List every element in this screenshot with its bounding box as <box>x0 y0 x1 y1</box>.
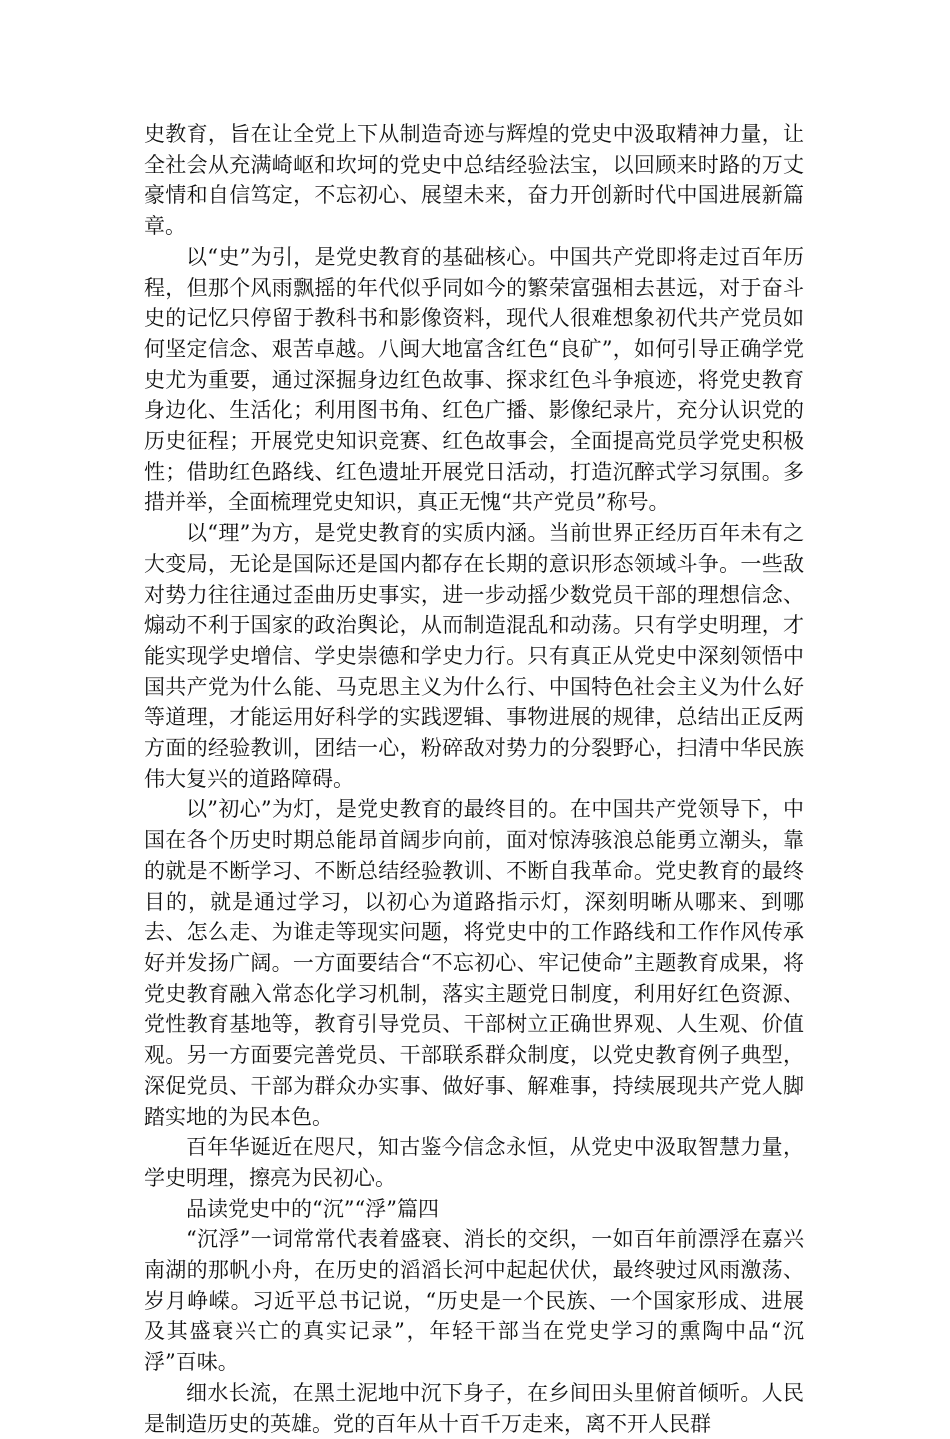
paragraph-ups-and-downs: “沉浮”一词常常代表着盛衰、消长的交织，一如百年前漂浮在嘉兴南湖的那帆小舟，在历史的滔滔长河中起起伏伏，最终驶过风雨激荡、岁月峥嵘。习近平总书记说，“历史是一个民族、一个国家形成、进展及其盛衰兴亡的真实记录”，年轻干部当在党史学习的熏陶中品“沉浮”百味。 <box>144 1227 804 1375</box>
paragraph-centenary: 百年华诞近在咫尺，知古鉴今信念永恒，从党史中汲取智慧力量，学史明理，擦亮为民初心。 <box>144 1135 804 1190</box>
paragraph-continuation: 史教育，旨在让全党上下从制造奇迹与辉煌的党史中汲取精神力量，让全社会从充满崎岖和坎坷的党史中总结经验法宝，以回顾来时路的万丈豪情和自信笃定，不忘初心、展望未来，奋力开创新时代中国进展新篇章。 <box>144 122 804 239</box>
document-page <box>144 119 804 1439</box>
paragraph-original-aspiration: 以”初心”为灯，是党史教育的最终目的。在中国共产党领导下，中国在各个历史时期总能昂首阔步向前，面对惊涛骇浪总能勇立潮头，靠的就是不断学习、不断总结经验教训、不断自我革命。党史教育的最终目的，就是通过学习，以初心为道路指示灯，深刻明晰从哪来、到哪去、怎么走、为谁走等现实问题，将党史中的工作路线和工作作风传承好并发扬广阔。一方面要结合“不忘初心、牢记使命”主题教育成果，将党史教育融入常态化学习机制，落实主题党日制度，利用好红色资源、党性教育基地等，教育引导党员、干部树立正确世界观、人生观、价值观。另一方面要完善党员、干部联系群众制度，以党史教育例子典型，深促党员、干部为群众办实事、做好事、解难事，持续展现共产党人脚踏实地的为民本色。 <box>144 797 804 1129</box>
paragraph-grassroots: 细水长流，在黑土泥地中沉下身子，在乡间田头里俯首倾听。人民是制造历史的英雄。党的百年从十百千万走来，离不开人民群 <box>144 1380 804 1436</box>
section-heading: 品读党史中的“沉”“浮”篇四 <box>186 1196 439 1221</box>
paragraph-reason-method: 以“理”为方，是党史教育的实质内涵。当前世界正经历百年未有之大变局，无论是国际还是国内都存在长期的意识形态领域斗争。一些敌对势力往往通过歪曲历史事实，进一步动摇少数党员干部的理想信念、煽动不利于国家的政治舆论，从而制造混乱和动荡。只有学史明理，才能实现学史增信、学史崇德和学史力行。只有真正从党史中深刻领悟中国共产党为什么能、马克思主义为什么行、中国特色社会主义为什么好等道理，才能运用好科学的实践逻辑、事物进展的规律，总结出正反两方面的经验教训，团结一心，粉碎敌对势力的分裂野心，扫清中华民族伟大复兴的道路障碍。 <box>144 521 804 791</box>
paragraph-history-guide: 以“史”为引，是党史教育的基础核心。中国共产党即将走过百年历程，但那个风雨飘摇的年代似乎同如今的繁荣富强相去甚远，对于奋斗史的记忆只停留于教科书和影像资料，现代人很难想象初代共产党员如何坚定信念、艰苦卓越。八闽大地富含红色“良矿”，如何引导正确学党史尤为重要，通过深掘身边红色故事、探求红色斗争痕迹，将党史教育身边化、生活化；利用图书角、红色广播、影像纪录片，充分认识党的历史征程；开展党史知识竞赛、红色故事会，全面提高党员学党史积极性；借助红色路线、红色遗址开展党日活动，打造沉醉式学习氛围。多措并举，全面梳理党史知识，真正无愧“共产党员”称号。 <box>144 244 804 515</box>
